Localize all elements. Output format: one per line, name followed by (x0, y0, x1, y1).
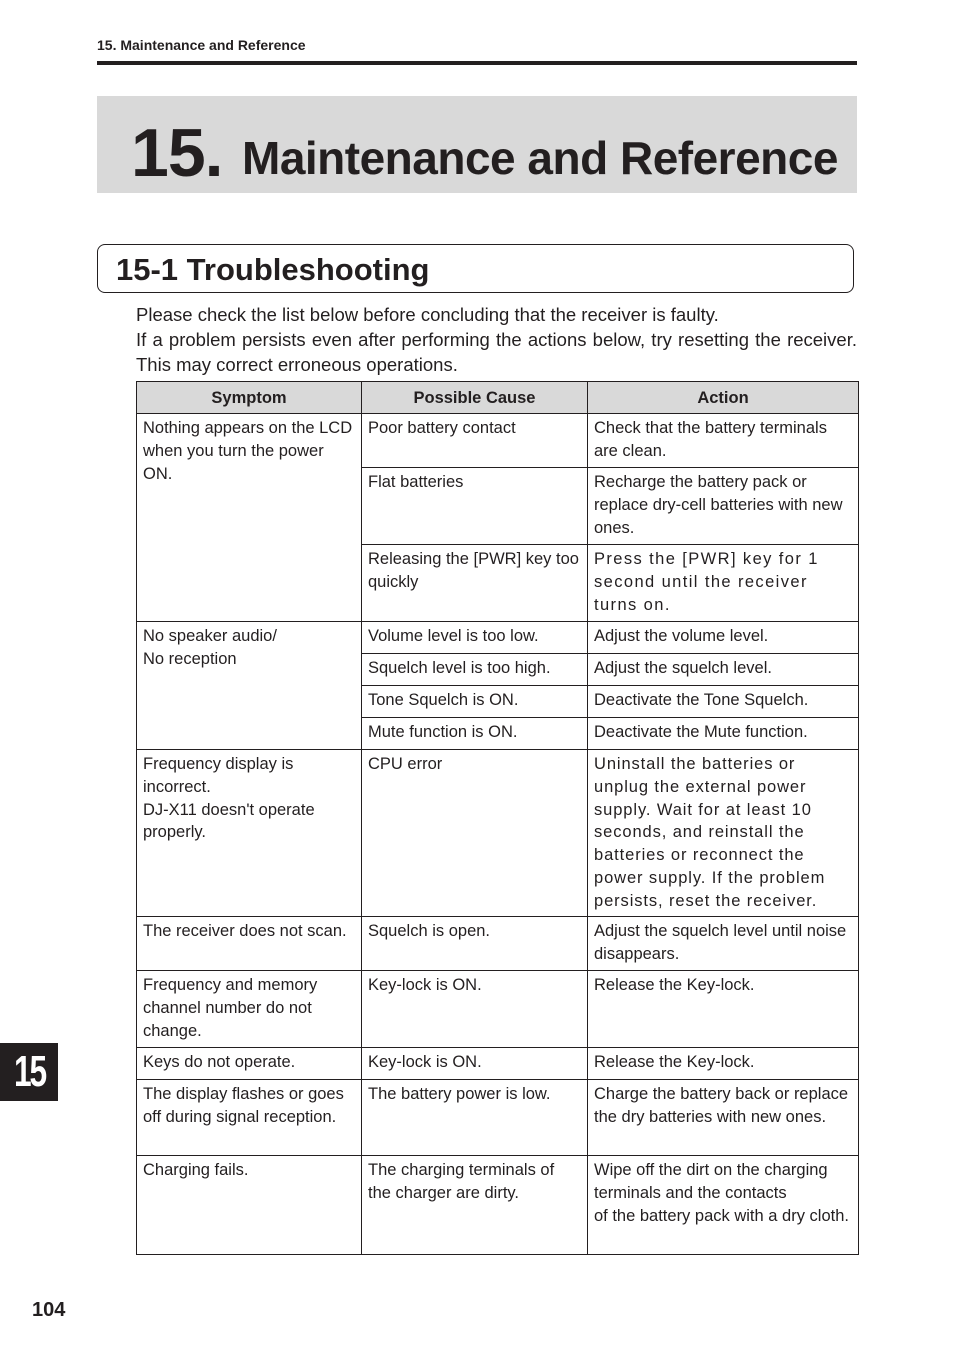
symptom-cell: The receiver does not scan. (137, 917, 362, 971)
section-heading-box (97, 244, 854, 293)
cause-cell: The battery power is low. (362, 1080, 588, 1156)
action-cell: Press the [PWR] key for 1 second until the receiver turns on. (588, 545, 859, 622)
action-cell: Recharge the battery pack or replace dry-cell batteries with new ones. (588, 468, 859, 545)
chapter-tab-marker (0, 1043, 58, 1101)
symptom-cell: Charging fails. (137, 1156, 362, 1255)
cause-cell: Poor battery contact (362, 414, 588, 468)
action-cell: Adjust the volume level. (588, 622, 859, 654)
cause-cell: Squelch level is too high. (362, 654, 588, 686)
page-number: 104 (32, 1299, 66, 1321)
cause-cell: Releasing the [PWR] key too quickly (362, 545, 588, 622)
intro-text (136, 302, 857, 377)
action-cell: Release the Key-lock. (588, 1048, 859, 1080)
cause-cell: Mute function is ON. (362, 718, 588, 750)
symptom-cell (137, 622, 362, 750)
symptom-cell: The display flashes or goes off during signal reception. (137, 1080, 362, 1156)
intro-line-2: If a problem persists even after performing the actions below, try resetting the receiver. This may correct erroneous operations. (136, 329, 857, 375)
action-cell: Uninstall the batteries or unplug the external power supply. Wait for at least 10 seconds, and reinstall the batteries or reconnect the power supply. If the problem persists, reset the receiver. (588, 750, 859, 917)
section-title: 15-1 Troubleshooting (116, 252, 430, 287)
action-line: of the battery pack with a dry cloth. (594, 1206, 849, 1225)
symptom-line: No speaker audio/ (143, 627, 277, 645)
running-head: 15. Maintenance and Reference (97, 37, 306, 53)
table-row (137, 1156, 859, 1255)
symptom-cell: Nothing appears on the LCD when you turn the power ON. (137, 414, 362, 622)
action-cell: Release the Key-lock. (588, 971, 859, 1048)
header-possible-cause: Possible Cause (362, 382, 588, 414)
cause-cell: Flat batteries (362, 468, 588, 545)
table-row (137, 917, 859, 971)
symptom-line: DJ-X11 doesn't operate properly. (143, 800, 315, 842)
header-rule (97, 61, 857, 65)
action-cell: Charge the battery back or replace the dry batteries with new ones. (588, 1080, 859, 1156)
symptom-line: Frequency display is incorrect. (143, 755, 294, 796)
chapter-number: 15. (131, 115, 223, 191)
action-cell: Check that the battery terminals are clean. (588, 414, 859, 468)
troubleshooting-table (136, 381, 859, 1255)
cause-cell: CPU error (362, 750, 588, 917)
header-action: Action (588, 382, 859, 414)
chapter-title: Maintenance and Reference (242, 132, 838, 184)
cause-cell: Key-lock is ON. (362, 1048, 588, 1080)
action-cell: Adjust the squelch level. (588, 654, 859, 686)
cause-cell: Tone Squelch is ON. (362, 686, 588, 718)
table-row (137, 1048, 859, 1080)
symptom-cell: Frequency and memory channel number do not change. (137, 971, 362, 1048)
table-row (137, 622, 859, 654)
table-row (137, 1080, 859, 1156)
cause-cell: The charging terminals of the charger are dirty. (362, 1156, 588, 1255)
action-line: Wipe off the dirt on the charging terminals and the contacts (594, 1161, 828, 1202)
chapter-tab-number: 15 (13, 1047, 45, 1096)
table-row (137, 414, 859, 468)
intro-line-1: Please check the list below before concluding that the receiver is faulty. (136, 304, 719, 325)
cause-cell: Volume level is too low. (362, 622, 588, 654)
table-row (137, 750, 859, 917)
action-cell: Deactivate the Tone Squelch. (588, 686, 859, 718)
header-symptom: Symptom (137, 382, 362, 414)
action-cell (588, 1156, 859, 1255)
action-cell: Adjust the squelch level until noise disappears. (588, 917, 859, 971)
symptom-cell: Keys do not operate. (137, 1048, 362, 1080)
symptom-line: No reception (143, 649, 237, 668)
table-header-row (137, 382, 859, 414)
symptom-cell (137, 750, 362, 917)
cause-cell: Squelch is open. (362, 917, 588, 971)
table-row (137, 971, 859, 1048)
action-cell: Deactivate the Mute function. (588, 718, 859, 750)
cause-cell: Key-lock is ON. (362, 971, 588, 1048)
